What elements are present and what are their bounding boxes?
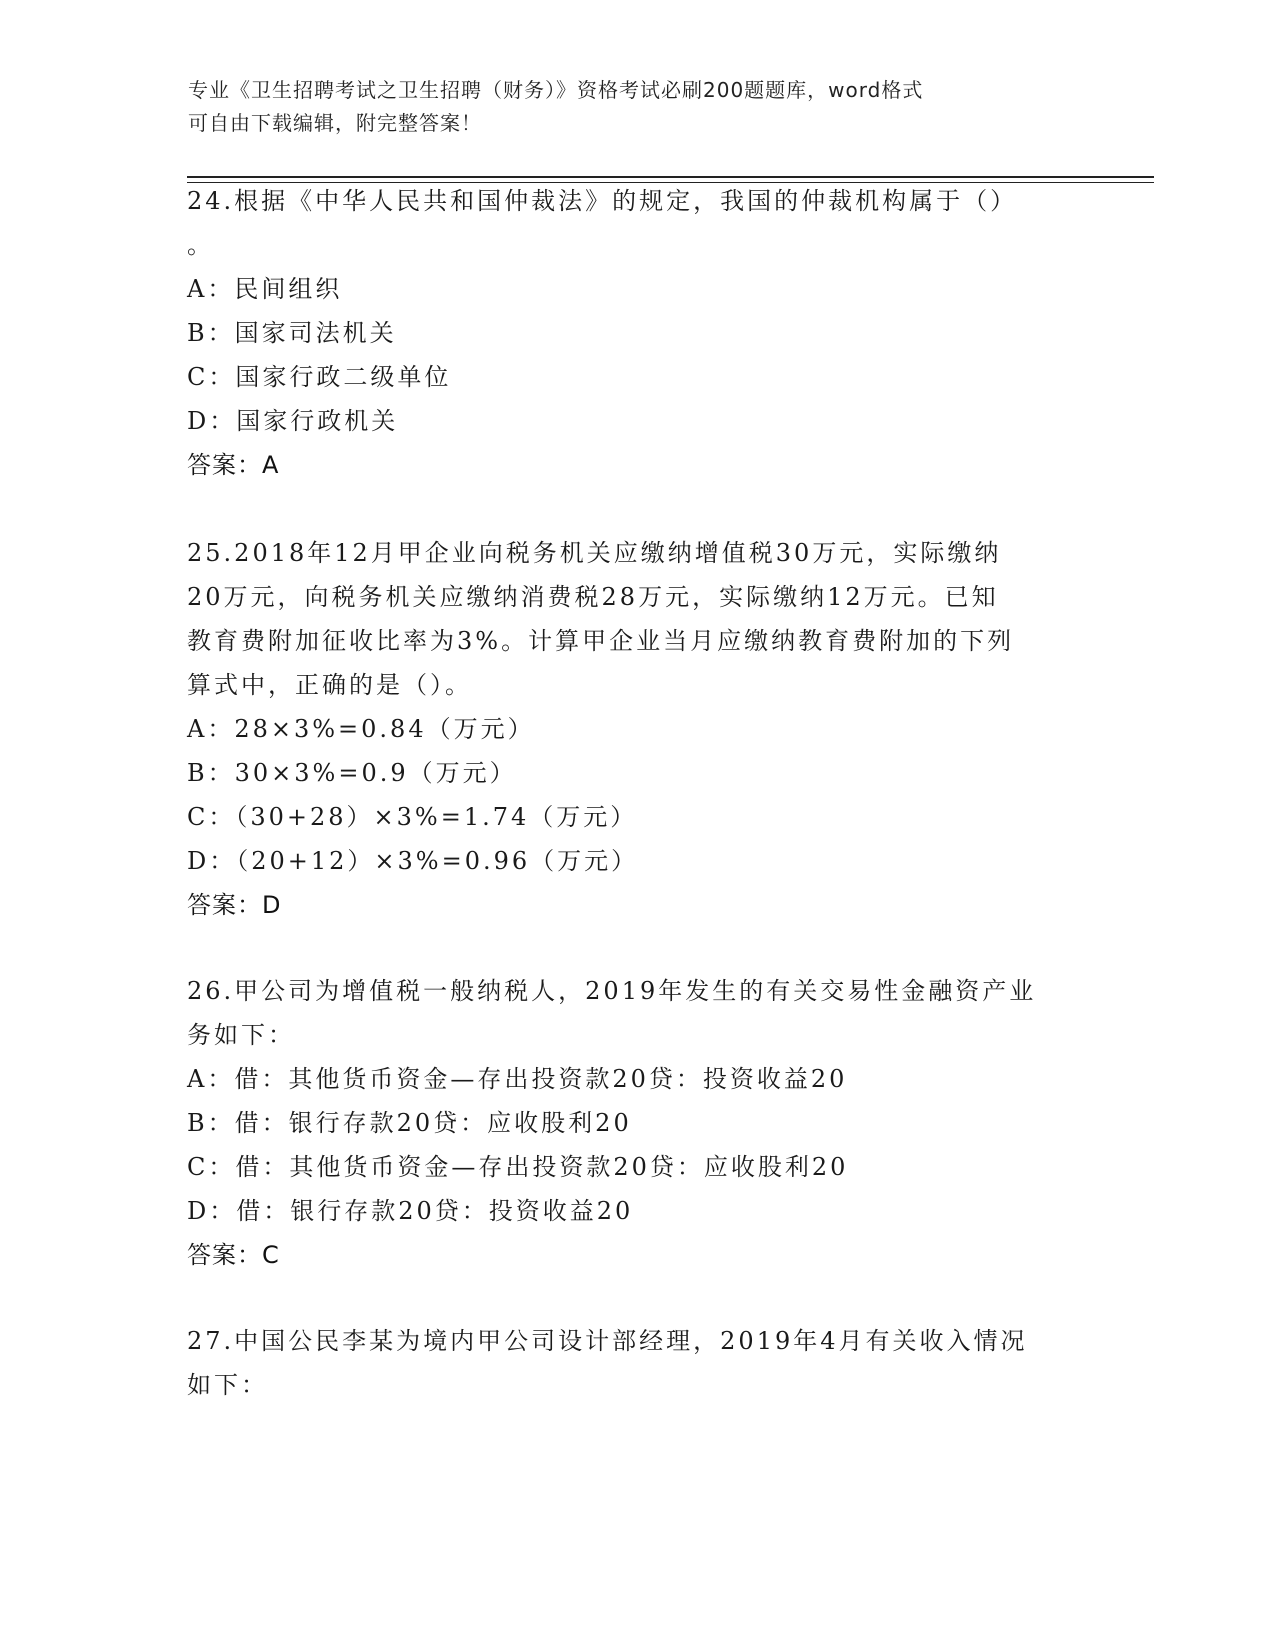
question-26-answer: 答案：C	[187, 1241, 280, 1269]
header-line-1: 专业《卫生招聘考试之卫生招聘（财务）》资格考试必刷200题题库，word格式	[188, 78, 924, 102]
question-26-option-c: C：借：其他货币资金—存出投资款20贷：应收股利20	[187, 1153, 849, 1181]
question-25-option-c: C：（30+28）×3%=1.74（万元）	[187, 803, 638, 831]
question-26-line-2: 务如下：	[187, 1021, 295, 1049]
question-25-option-a: A：28×3%=0.84（万元）	[187, 715, 535, 743]
question-25-line-1: 25.2018年12月甲企业向税务机关应缴纳增值税30万元，实际缴纳	[187, 539, 1002, 567]
question-25-answer: 答案：D	[187, 891, 282, 919]
question-24-option-c: C：国家行政二级单位	[187, 363, 452, 391]
question-27-line-2: 如下：	[187, 1371, 268, 1399]
question-25-line-3: 教育费附加征收比率为3%。计算甲企业当月应缴纳教育费附加的下列	[187, 627, 1015, 655]
question-24-line-1: 24.根据《中华人民共和国仲裁法》的规定，我国的仲裁机构属于（）	[187, 187, 1018, 215]
question-25-option-b: B：30×3%=0.9（万元）	[187, 759, 517, 787]
question-24-answer: 答案：A	[187, 451, 280, 479]
header-divider-thick	[187, 176, 1154, 178]
question-24-option-d: D：国家行政机关	[187, 407, 399, 435]
question-26-option-d: D：借：银行存款20贷：投资收益20	[187, 1197, 634, 1225]
question-24-line-2: 。	[187, 231, 214, 259]
question-25-line-2: 20万元，向税务机关应缴纳消费税28万元，实际缴纳12万元。已知	[187, 583, 999, 611]
question-24-option-a: A：民间组织	[187, 275, 343, 303]
question-27-line-1: 27.中国公民李某为境内甲公司设计部经理，2019年4月有关收入情况	[187, 1327, 1028, 1355]
question-25-line-4: 算式中，正确的是（）。	[187, 671, 472, 699]
question-26-option-a: A：借：其他货币资金—存出投资款20贷：投资收益20	[187, 1065, 848, 1093]
question-24-option-b: B：国家司法机关	[187, 319, 397, 347]
question-26-option-b: B：借：银行存款20贷：应收股利20	[187, 1109, 632, 1137]
header-line-2: 可自由下载编辑，附完整答案！	[188, 111, 482, 135]
header-divider-thin	[187, 182, 1154, 183]
question-25-option-d: D：（20+12）×3%=0.96（万元）	[187, 847, 639, 875]
question-26-line-1: 26.甲公司为增值税一般纳税人，2019年发生的有关交易性金融资产业	[187, 977, 1037, 1005]
document-header	[188, 74, 1088, 140]
